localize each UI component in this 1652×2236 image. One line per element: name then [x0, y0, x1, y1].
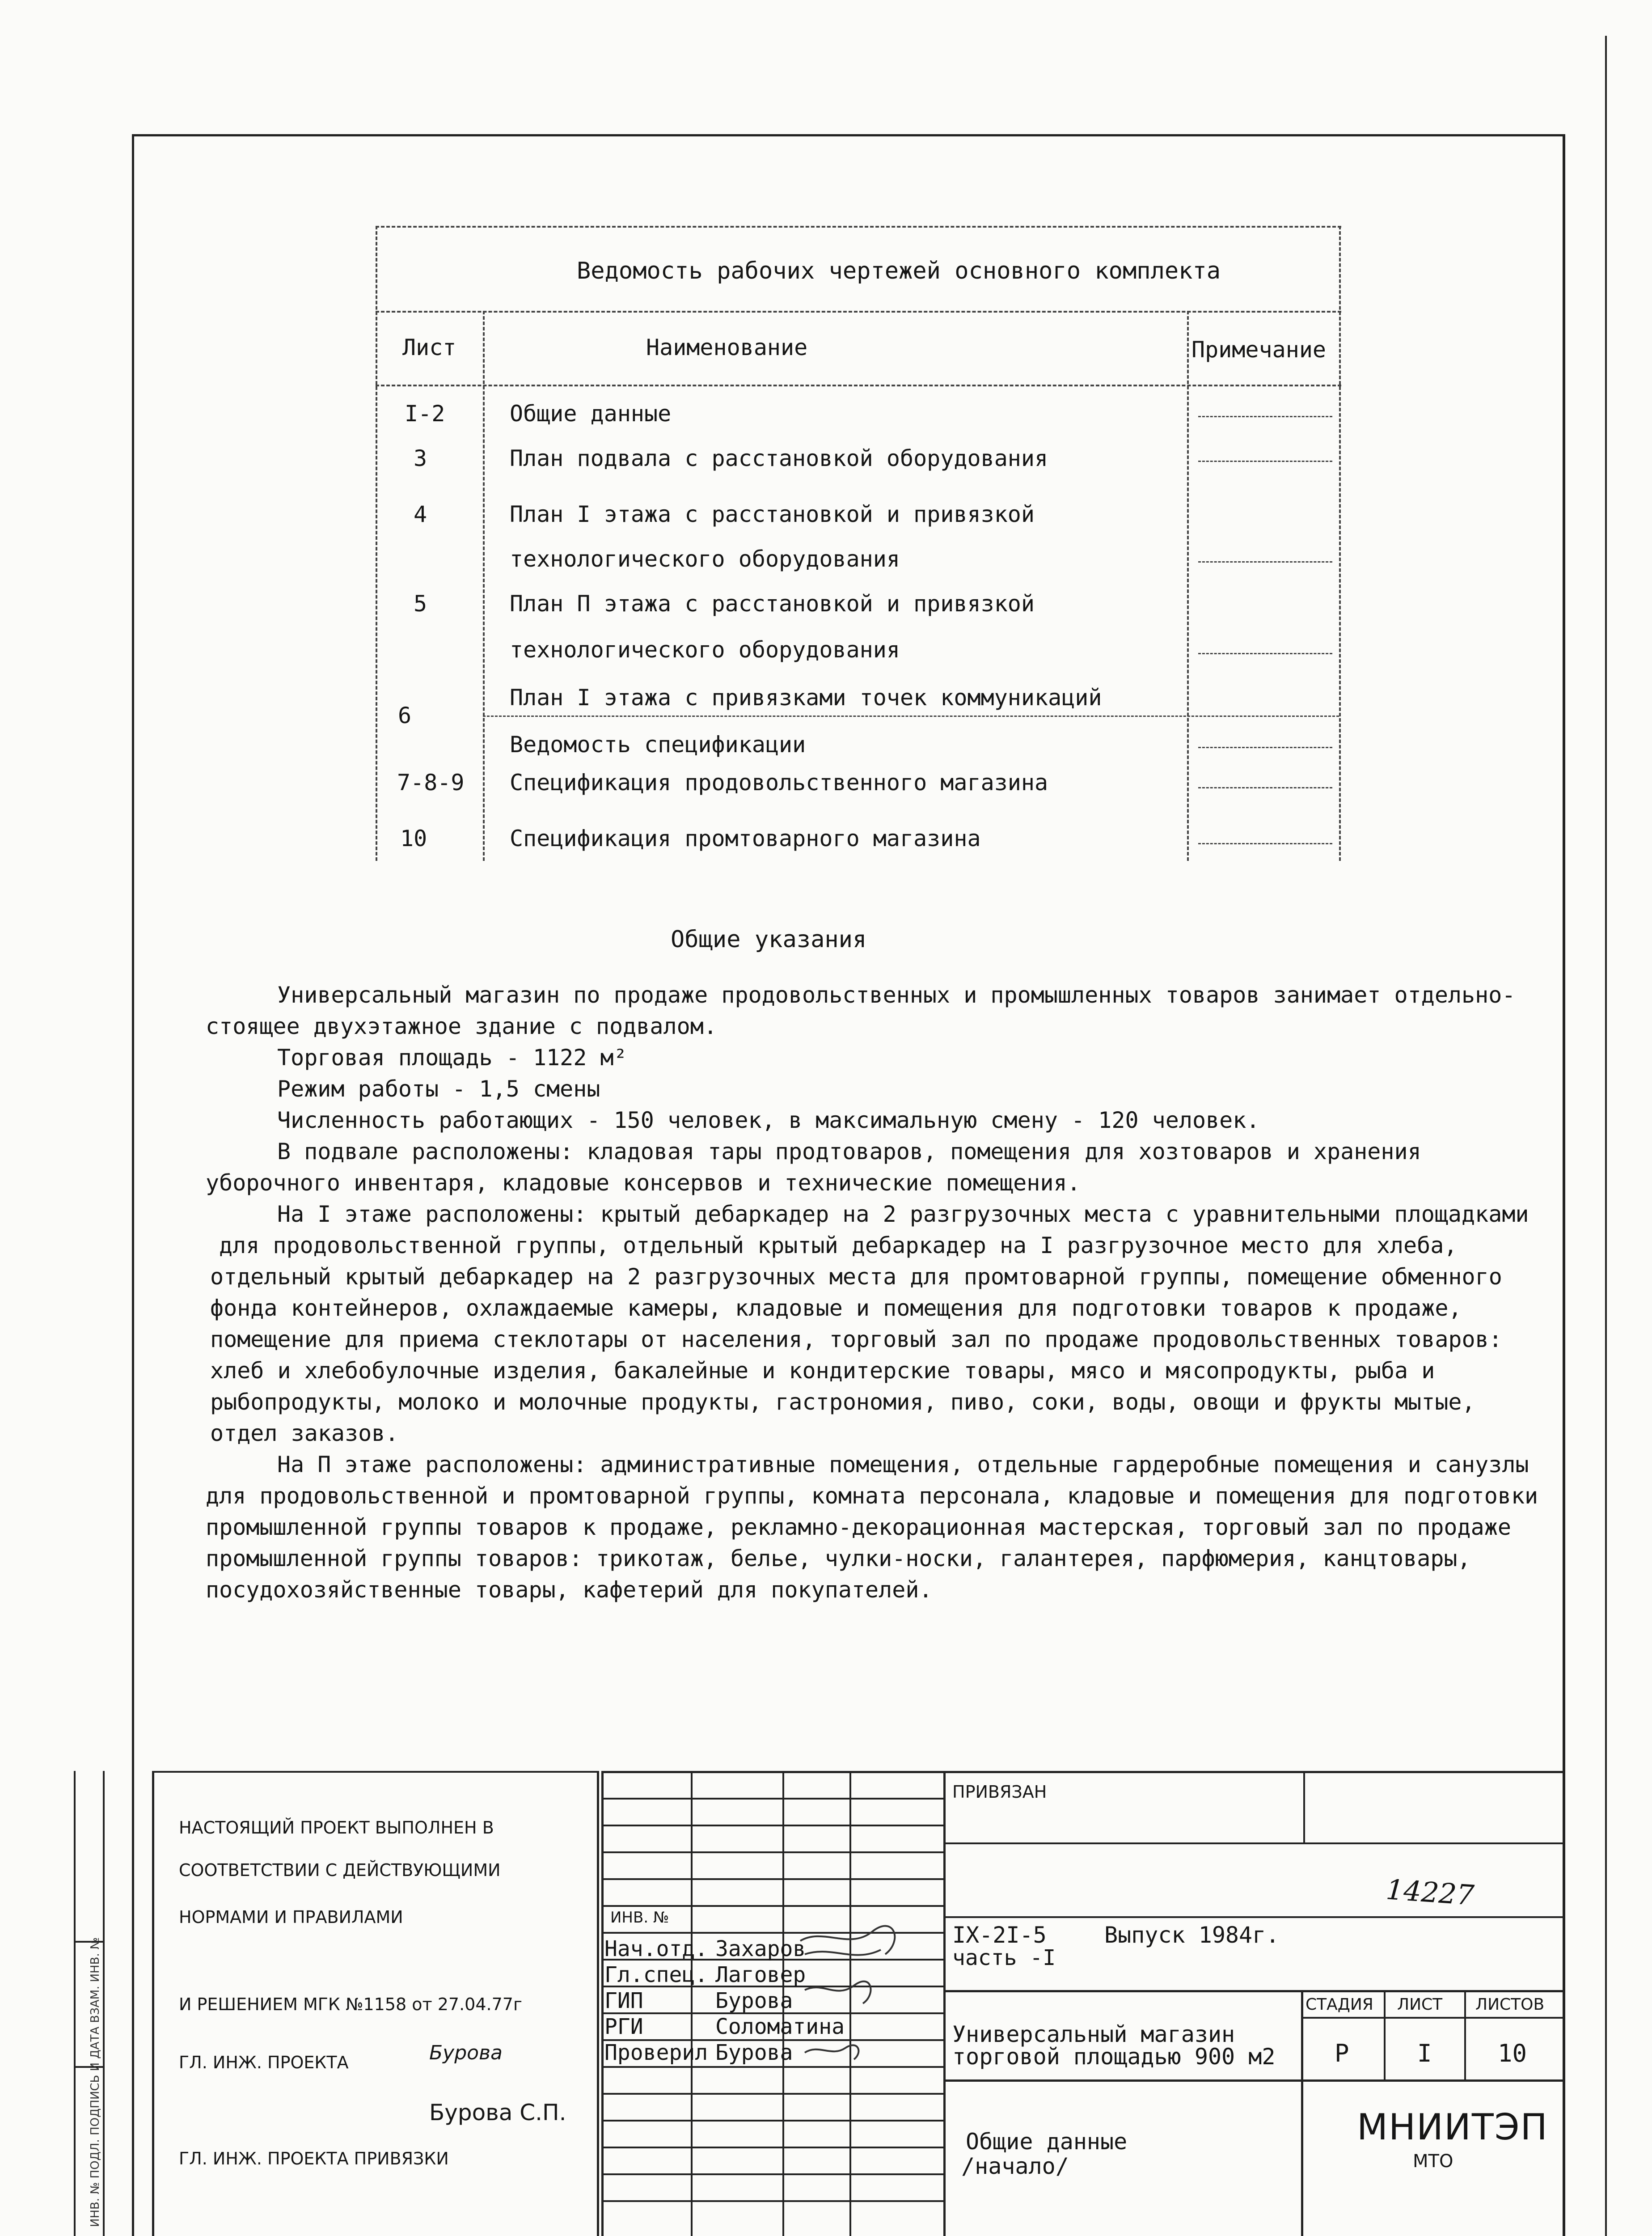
row-sheet: 10 — [400, 826, 427, 851]
row-name: План I этажа с расстановкой и привязкой — [510, 501, 1035, 527]
registration-number: 14227 — [1385, 1873, 1475, 1912]
role-label: РГИ — [604, 2014, 643, 2039]
role-name: Бурова — [715, 1988, 793, 2013]
project-name-line: торговой площадью 900 м2 — [952, 2044, 1276, 2070]
notes-line: промышленной группы товаров к продаже, рекламно-декорационная мастерская, торговый зал по продаже — [206, 1514, 1511, 1540]
notes-line: для продовольственной группы, отдельный крытый дебаркадер на I разгрузочное место для хлеба, — [219, 1232, 1458, 1258]
notes-line: Режим работы - 1,5 смены — [277, 1076, 600, 1102]
bound-label: ПРИВЯЗАН — [952, 1782, 1047, 1802]
notes-line: хлеб и хлебобулочные изделия, бакалейные и кондитерские товары, мясо и мясопродукты, рыба и — [210, 1358, 1435, 1384]
notes-line: На I этаже расположены: крытый дебаркадер на 2 разгрузочных места с уравнительными площадками — [277, 1201, 1529, 1227]
general-notes-title: Общие указания — [671, 926, 867, 953]
row-name: План I этажа с привязками точек коммуникаций — [510, 685, 1102, 711]
role-label: Гл.спец. — [604, 1962, 708, 1987]
notes-line: помещение для приема стеклотары от населения, торговый зал по продаже продовольственных товаров: — [210, 1326, 1502, 1352]
row-name: План П этажа с расстановкой и привязкой — [510, 591, 1035, 617]
row-sheet: 5 — [414, 591, 427, 617]
row-name: Ведомость спецификации — [510, 732, 806, 758]
row-name: технологического оборудования — [510, 546, 900, 572]
stage-value: Р — [1335, 2039, 1349, 2067]
row-name: Общие данные — [510, 401, 672, 427]
sheet-list-title: Ведомость рабочих чертежей основного комплекта — [577, 258, 1221, 284]
sheet-edge-right — [1605, 36, 1607, 2236]
row-sheet: I-2 — [405, 401, 445, 427]
row-sheet: 3 — [414, 445, 427, 471]
role-name: Бурова — [715, 2040, 793, 2065]
notes-line: отдел заказов. — [210, 1420, 399, 1446]
document-name-line: Общие данные — [966, 2129, 1128, 2155]
notes-line: отдельный крытый дебаркадер на 2 разгрузочных места для промтоварной группы, помещение обменного — [210, 1264, 1502, 1290]
notes-line: уборочного инвентаря, кладовые консервов и технические помещения. — [206, 1170, 1081, 1196]
row-name: Спецификация промтоварного магазина — [510, 826, 981, 851]
organization-sub: МТО — [1413, 2151, 1453, 2172]
binding-engineer-label: ГЛ. ИНЖ. ПРОЕКТА ПРИВЯЗКИ — [179, 2149, 449, 2168]
header-note: Примечание — [1191, 337, 1327, 363]
notes-line: посудохозяйственные товары, кафетерий для покупателей. — [206, 1577, 933, 1603]
row-name: технологического оборудования — [510, 637, 900, 663]
sheets-label: ЛИСТОВ — [1475, 1995, 1545, 2014]
page-frame-top — [132, 134, 1563, 136]
header-sheet: Лист — [402, 335, 456, 360]
header-name: Наименование — [646, 335, 808, 360]
project-issue: Выпуск 1984г. — [1104, 1922, 1280, 1948]
side-strip-label: ИНВ. № ПОДЛ. ПОДПИСЬ И ДАТА ВЗАМ. ИНВ. № — [89, 1937, 102, 2227]
notes-line: Универсальный магазин по продаже продовольственных и промышленных товаров занимает отдельно- — [277, 982, 1516, 1008]
role-label: Нач.отд. — [604, 1936, 708, 1961]
row-sheet: 4 — [414, 501, 427, 527]
approval-line: НОРМАМИ И ПРАВИЛАМИ — [179, 1907, 403, 1927]
role-name: Лаговер — [715, 1962, 806, 1987]
notes-line: В подвале расположены: кладовая тары продтоваров, помещения для хозтоваров и хранения — [277, 1139, 1421, 1165]
page-frame-left — [132, 134, 134, 2236]
chief-engineer-signature: Бурова — [429, 2041, 503, 2064]
notes-line: промышленной группы товаров: трикотаж, белье, чулки-носки, галантерея, парфюмерия, канцтовары, — [206, 1546, 1471, 1571]
row-name: Спецификация продовольственного магазина — [510, 770, 1048, 796]
general-notes-body — [206, 979, 1574, 1605]
approval-decision: И РЕШЕНИЕМ МГК №1158 от 27.04.77г — [179, 1995, 522, 2014]
inv-label: ИНВ. № — [610, 1909, 669, 1927]
chief-engineer-name: Бурова С.П. — [429, 2100, 566, 2126]
project-code: IX-2I-5 — [952, 1922, 1047, 1948]
role-label: Проверил — [604, 2040, 708, 2065]
document-name-line: /начало/ — [961, 2153, 1069, 2179]
notes-line: Торговая площадь - 1122 м² — [277, 1045, 627, 1071]
organization-name: МНИИТЭП — [1357, 2106, 1548, 2148]
row-sheet: 6 — [398, 703, 412, 728]
role-name: Соломатина — [715, 2014, 845, 2039]
row-sheet: 7-8-9 — [397, 770, 465, 796]
notes-line: рыбопродукты, молоко и молочные продукты, гастрономия, пиво, соки, воды, овощи и фрукты мытые, — [210, 1389, 1475, 1415]
project-part: часть -I — [952, 1945, 1056, 1970]
sheet-value: I — [1417, 2039, 1432, 2067]
project-name-line: Универсальный магазин — [952, 2021, 1235, 2047]
notes-line: для продовольственной и промтоварной группы, комната персонала, кладовые и помещения для подготовки — [206, 1483, 1538, 1509]
sheet-label: ЛИСТ — [1397, 1995, 1443, 2014]
notes-line: стоящее двухэтажное здание с подвалом. — [206, 1013, 717, 1039]
approval-line: СООТВЕТСТВИИ С ДЕЙСТВУЮЩИМИ — [179, 1860, 501, 1880]
notes-line: Численность работающих - 150 человек, в максимальную смену - 120 человек. — [277, 1107, 1260, 1133]
role-label: ГИП — [604, 1988, 643, 2013]
notes-line: На П этаже расположены: административные помещения, отдельные гардеробные помещения и санузлы — [277, 1452, 1529, 1478]
approval-line: НАСТОЯЩИЙ ПРОЕКТ ВЫПОЛНЕН В — [179, 1818, 494, 1838]
role-name: Захаров — [715, 1936, 806, 1961]
signature-scribbles — [796, 1923, 912, 2066]
chief-engineer-label: ГЛ. ИНЖ. ПРОЕКТА — [179, 2053, 349, 2072]
notes-line: фонда контейнеров, охлаждаемые камеры, кладовые и помещения для подготовки товаров к продаже, — [210, 1295, 1462, 1321]
row-name: План подвала с расстановкой оборудования — [510, 445, 1048, 471]
sheets-value: 10 — [1498, 2039, 1527, 2067]
stage-label: СТАДИЯ — [1306, 1995, 1373, 2014]
